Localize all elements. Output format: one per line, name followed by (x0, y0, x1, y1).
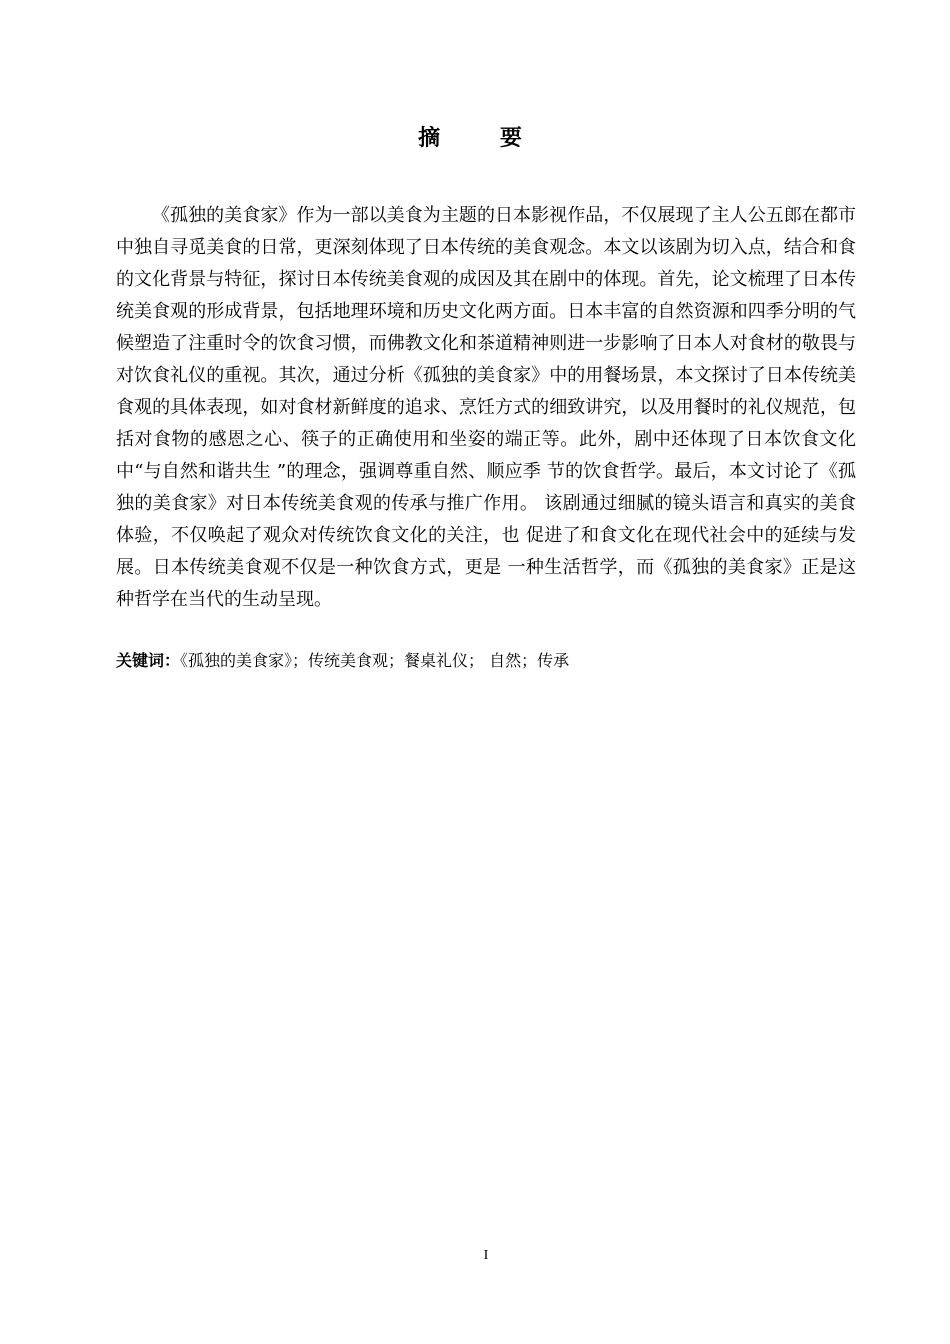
page-title: 摘 要 (418, 126, 548, 151)
keywords-text: 《孤独的美食家》；传统美食观；餐桌礼仪； 自然；传承 (180, 651, 570, 670)
abstract-paragraph: 《孤独的美食家》作为一部以美食为主题的日本影视作品，不仅展现了主人公五郎在都市中独自寻觅美食的日常，更深刻体现了日本传统的美食观念。本文以该剧为切入点，结合和食的文化背景与特征，探讨日本传统美食观的成因及其在剧中的体现。首先，论文梳理了日本传统美食观的形成背景，包括地理环境和历史文化两方面。日本丰富的自然资源和四季分明的气候塑造了注重时令的饮食习惯，而佛教文化和茶道精神则进一步影响了日本人对食材的敬畏与对饮食礼仪的重视。其次，通过分析《孤独的美食家》中的用餐场景，本文探讨了日本传统美食观的具体表现，如对食材新鲜度的追求、烹饪方式的细致讲究，以及用餐时的礼仪规范，包括对食物的感恩之心、筷子的正确使用和坐姿的端正等。此外，剧中还体现了日本饮食文化中“与自然和谐共生 ”的理念，强调尊重自然、顺应季 节的饮食哲学。最后，本文讨论了《孤独的美食家》对日本传统美食观的传承与推广作用。 该剧通过细腻的镜头语言和真实的美食体验，不仅唤起了观众对传统饮食文化的关注，也 促进了和食文化在现代社会中的延续与发展。日本传统美食观不仅是一种饮食方式，更是 一种生活哲学，而《孤独的美食家》正是这种哲学在当代的生动呈现。 (116, 205, 856, 610)
page-number: I (483, 1248, 489, 1263)
keywords-line (116, 646, 856, 676)
keywords-label: 关键词： (116, 651, 181, 670)
